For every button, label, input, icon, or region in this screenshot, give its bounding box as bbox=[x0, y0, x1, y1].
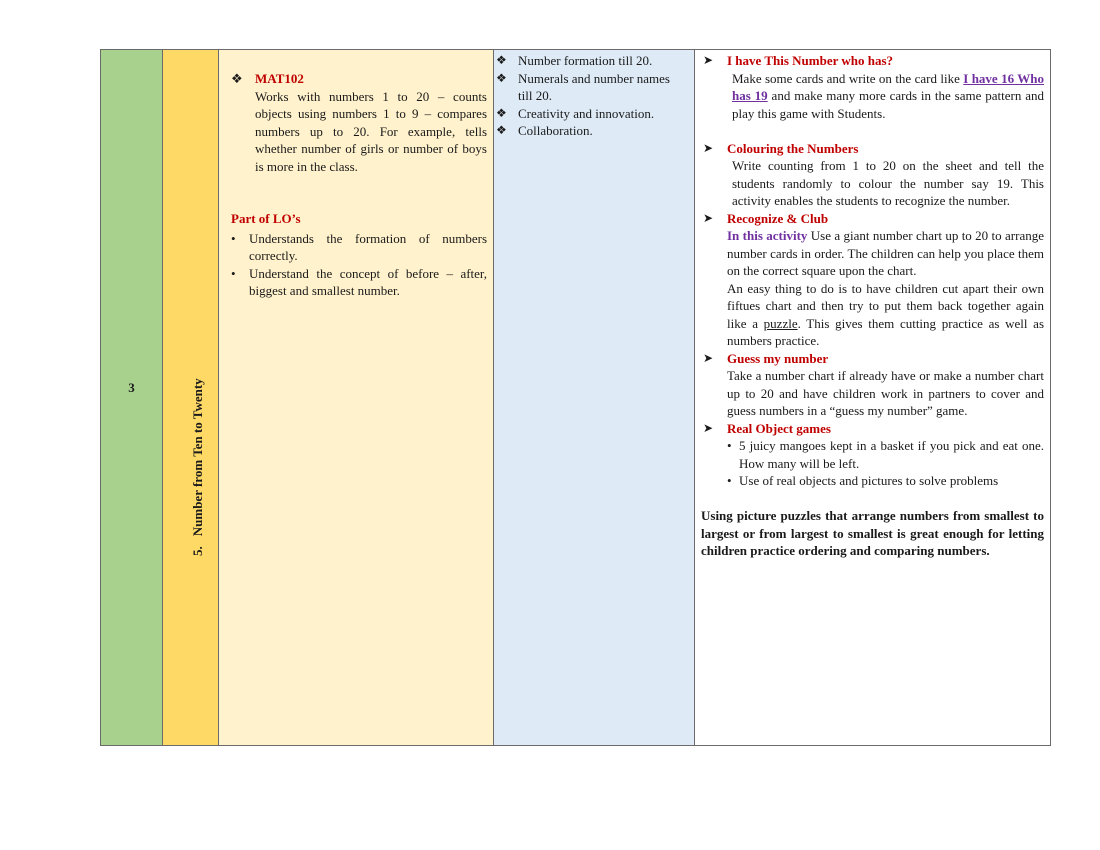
activity-bullet: • 5 juicy mangoes kept in a basket if you pick and eat one. How many will be left. bbox=[727, 437, 1044, 472]
activity-title: I have This Number who has? bbox=[727, 53, 894, 68]
part-of-lo-block bbox=[231, 210, 487, 300]
activity-description bbox=[727, 280, 1044, 350]
arrow-bullet-icon: ➤ bbox=[703, 420, 714, 435]
lesson-plan-table bbox=[100, 49, 1051, 746]
lo-item: • Understand the concept of before – after, biggest and smallest number. bbox=[231, 265, 487, 300]
chapter-number: 5. bbox=[190, 546, 205, 556]
learning-outcomes-column bbox=[219, 50, 494, 745]
activity-real-object bbox=[701, 420, 1044, 490]
activity-recognize-club bbox=[701, 210, 1044, 350]
puzzle-word: puzzle bbox=[763, 315, 798, 331]
activity-title: Colouring the Numbers bbox=[727, 140, 859, 156]
chapter-column bbox=[163, 50, 219, 745]
activity-bullet: • Use of real objects and pictures to solve problems bbox=[727, 472, 1044, 490]
activities-column bbox=[695, 50, 1050, 745]
lo-item: • Understands the formation of numbers correctly. bbox=[231, 230, 487, 265]
skill-item: ❖ Creativity and innovation. bbox=[494, 105, 684, 123]
arrow-bullet-icon: ➤ bbox=[703, 210, 714, 225]
skill-item: ❖ Collaboration. bbox=[494, 122, 684, 140]
activity-text: Use a giant number chart up to 20 to arrange number cards in order. The children can help you place them on the correct square upon the chart. bbox=[727, 228, 1044, 278]
arrow-bullet-icon: ➤ bbox=[703, 53, 714, 67]
activity-title: Guess my number bbox=[727, 350, 829, 366]
example-card-link[interactable]: I have 16 Who has 19 bbox=[732, 70, 1044, 103]
activity-bullets bbox=[727, 437, 1044, 490]
chapter-name: Number from Ten to Twenty bbox=[190, 378, 205, 537]
arrow-bullet-icon: ➤ bbox=[703, 140, 714, 155]
activity-title: Recognize & Club bbox=[727, 210, 829, 226]
unit-column bbox=[101, 50, 163, 745]
activity-text: Make some cards and write on the card like bbox=[732, 70, 964, 86]
diamond-bullet-icon: ❖ bbox=[231, 71, 243, 86]
activity-colouring bbox=[701, 140, 1044, 210]
activity-title: Real Object games bbox=[727, 420, 831, 436]
activity-have-number bbox=[701, 52, 1044, 122]
unit-number: 3 bbox=[128, 380, 135, 395]
skill-item: ❖ Number formation till 20. bbox=[494, 52, 684, 70]
skills-column bbox=[494, 50, 695, 745]
activity-text: An easy thing to do is to have children cut apart their own fiftues chart and then try to put them back together again like a bbox=[727, 280, 1044, 331]
activity-description bbox=[727, 227, 1044, 280]
activity-description bbox=[727, 70, 1044, 123]
skill-item: ❖ Numerals and number names till 20. bbox=[494, 70, 684, 105]
activities-summary: Using picture puzzles that arrange numbers from smallest to largest or from largest to smallest is great enough for letting children practice ordering and comparing numbers. bbox=[701, 508, 1044, 558]
arrow-bullet-icon: ➤ bbox=[703, 350, 714, 365]
part-of-lo-heading: Part of LO’s bbox=[231, 211, 301, 226]
skills-list bbox=[494, 52, 684, 140]
activity-description: Take a number chart if already have or make a number chart up to 20 and have children work in partners to cover and guess numbers in a “guess my number” game. bbox=[727, 368, 1044, 418]
chapter-title bbox=[190, 378, 206, 556]
outcome-block bbox=[231, 70, 487, 175]
outcome-description: Works with numbers 1 to 20 – counts objects using numbers 1 to 9 – compares numbers up to 20. For example, tells whether number of girls or number of boys is more in the class. bbox=[255, 88, 487, 174]
activity-lead: In this activity bbox=[727, 228, 808, 243]
activity-text: and make many more cards in the same pattern and play this game with Students. bbox=[732, 88, 1044, 121]
activity-guess-number bbox=[701, 350, 1044, 420]
activity-description: Write counting from 1 to 20 on the sheet and tell the students randomly to colour the number say 19. This activity enables the students to recognize the number. bbox=[732, 158, 1044, 208]
lo-list bbox=[231, 230, 487, 300]
activity-text: . This gives them cutting practice as well as numbers practice. bbox=[727, 315, 1045, 348]
outcome-code: MAT102 bbox=[255, 71, 304, 86]
